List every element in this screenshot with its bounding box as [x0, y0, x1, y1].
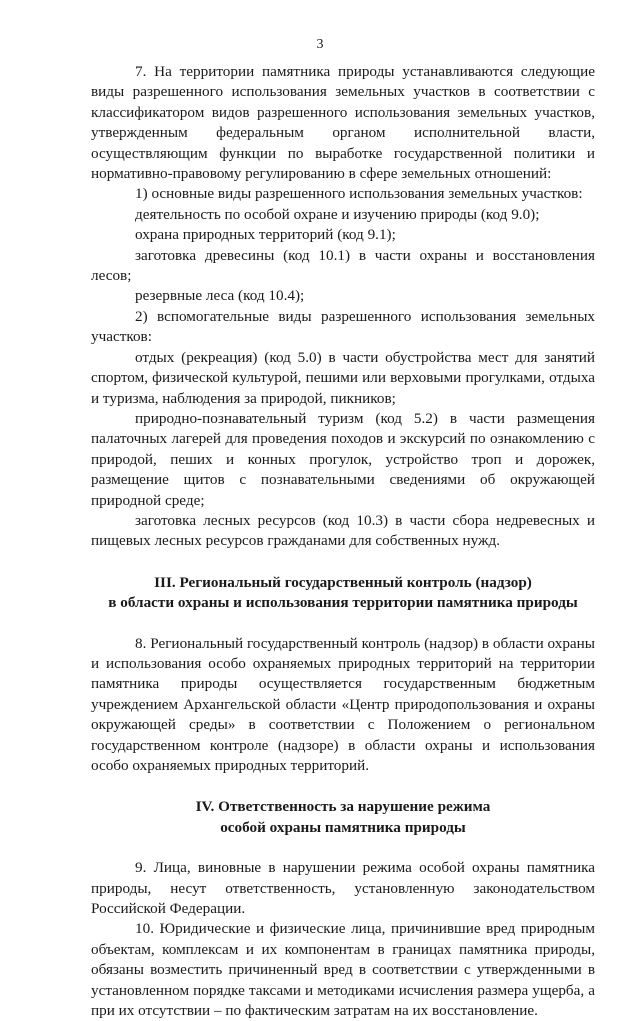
section-4-title	[91, 797, 595, 838]
section-3-title	[91, 573, 595, 614]
list-item: заготовка лесных ресурсов (код 10.3) в части сбора недревесных и пищевых лесных ресурсов гражданами для собственных нужд.	[91, 511, 595, 550]
list-item-auxiliary-uses: 2) вспомогательные виды разрешенного использования земельных участков:	[91, 307, 595, 346]
paragraph-9: 9. Лица, виновные в нарушении режима особой охраны памятника природы, несут ответственность, установленную законодательством Российской Федерации.	[91, 859, 595, 918]
list-item: деятельность по особой охране и изучению природы (код 9.0);	[135, 205, 540, 223]
paragraph-8: 8. Региональный государственный контроль (надзор) в области охраны и использования особо охраняемых природных территорий на территории памятника природы осуществляется государственным бюджетным учреждением Архангельской области «Центр природопользования и охраны окружающей среды» в соответствии с Положением о региональном государственном контроле (надзоре) в области охраны и использования особо охраняемых природных территорий.	[91, 634, 595, 774]
section-4-title-line1: IV. Ответственность за нарушение режима	[195, 798, 491, 816]
list-item-main-uses: 1) основные виды разрешенного использования земельных участков:	[135, 185, 583, 203]
section-3-title-line1: III. Региональный государственный контроль (надзор)	[154, 573, 532, 591]
section-3-title-line2: в области охраны и использования территории памятника природы	[108, 594, 578, 612]
page-number: 3	[316, 37, 324, 52]
paragraph-10: 10. Юридические и физические лица, причинившие вред природным объектам, комплексам и их компонентам в границах памятника природы, обязаны возместить причиненный вред в соответствии с утвержденными в установленном порядке таксами и методиками исчисления размера ущерба, а при их отсутствии – по фактическим затратам на их восстановление.	[91, 920, 595, 1020]
list-item: отдых (рекреация) (код 5.0) в части обустройства мест для занятий спортом, физической культурой, пешими или верховыми прогулками, отдыха и туризма, наблюдения за природой, пикников;	[91, 348, 595, 407]
list-item: природно-познавательный туризм (код 5.2) в части размещения палаточных лагерей для проведения походов и экскурсий по ознакомлению с природой, пеших и конных прогулок, устройство троп и дорожек, размещение щитов с познавательными сведениями об окружающей природной среде;	[91, 409, 595, 509]
list-item: резервные леса (код 10.4);	[135, 287, 305, 305]
list-item: охрана природных территорий (код 9.1);	[135, 226, 396, 244]
paragraph-7: 7. На территории памятника природы устанавливаются следующие виды разрешенного использования земельных участков в соответствии с классификатором видов разрешенного использования земельных участков, утвержденным федеральным органом исполнительной власти, осуществляющим функции по выработке государственной политики и нормативно-правовому регулированию в сфере земельных отношений:	[91, 63, 595, 183]
section-4-title-line2: особой охраны памятника природы	[220, 818, 466, 836]
list-item: заготовка древесины (код 10.1) в части охраны и восстановления лесов;	[91, 246, 595, 285]
document-body	[91, 62, 595, 1021]
